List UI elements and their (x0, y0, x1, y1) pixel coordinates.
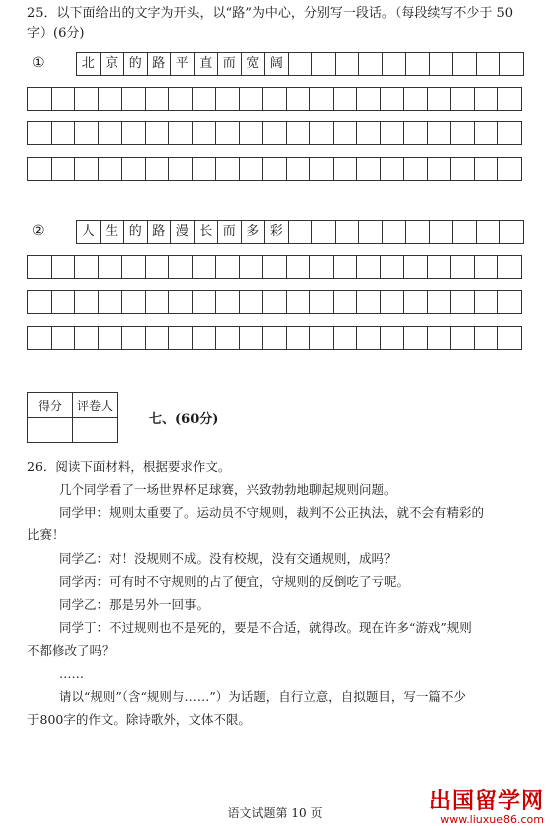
writing-cell (287, 121, 311, 145)
q25-line2: 字）(6分) (27, 26, 85, 41)
writing-cell (404, 87, 428, 111)
watermark-url: www.liuxue86.com (440, 813, 544, 826)
writing-cell (146, 326, 170, 350)
writing-cell (263, 290, 287, 314)
writing-cell (451, 326, 475, 350)
writing-cell (334, 290, 358, 314)
writing-cell (263, 157, 287, 181)
writing-cell (357, 121, 381, 145)
lead-char-cell: 而 (218, 220, 242, 244)
writing-cell (75, 121, 99, 145)
lead-char-cell: 路 (148, 220, 172, 244)
lead-char-cell: 人 (77, 220, 101, 244)
writing-cell (28, 290, 52, 314)
writing-cell (169, 290, 193, 314)
writing-cell (404, 326, 428, 350)
writing-cell (99, 326, 123, 350)
writing-cell (28, 87, 52, 111)
writing-cell (193, 121, 217, 145)
writing-cell (169, 255, 193, 279)
writing-cell (381, 326, 405, 350)
writing-cell (169, 157, 193, 181)
writing-grid-row (27, 326, 522, 350)
writing-cell (404, 255, 428, 279)
writing-cell (359, 52, 383, 76)
writing-cell (477, 220, 501, 244)
writing-cell (475, 157, 499, 181)
writing-cell (334, 87, 358, 111)
q25-line1: 25．以下面给出的文字为开头，以“路”为中心，分别写一段话。（每段续写不少于 50 (27, 6, 514, 21)
writing-cell (381, 121, 405, 145)
writing-cell (169, 87, 193, 111)
q26-p7a: 请以“规则”（含“规则与……”）为话题，自行立意，自拟题目，写一篇不少 (59, 689, 466, 704)
writing-cell (28, 326, 52, 350)
q26-p4: 同学丙：可有时不守规则的占了便宜，守规则的反倒吃了亏呢。 (59, 574, 410, 589)
writing-cell (312, 52, 336, 76)
part2-marker: ② (32, 223, 45, 239)
writing-cell (28, 121, 52, 145)
writing-cell (334, 326, 358, 350)
writing-cell (240, 157, 264, 181)
writing-cell (381, 157, 405, 181)
writing-cell (383, 52, 407, 76)
writing-cell (263, 255, 287, 279)
writing-cell (453, 220, 477, 244)
writing-cell (310, 290, 334, 314)
writing-cell (28, 157, 52, 181)
writing-cell (146, 157, 170, 181)
watermark-logo (429, 784, 544, 826)
writing-cell (216, 326, 240, 350)
writing-cell (430, 52, 454, 76)
writing-cell (357, 326, 381, 350)
writing-cell (52, 87, 76, 111)
writing-cell (216, 87, 240, 111)
writing-cell (193, 87, 217, 111)
writing-cell (381, 255, 405, 279)
writing-cell (475, 326, 499, 350)
writing-cell (475, 121, 499, 145)
writing-cell (498, 255, 522, 279)
writing-cell (52, 121, 76, 145)
page-footer: 语文试题第 10 页 (227, 806, 323, 820)
writing-cell (75, 157, 99, 181)
writing-cell (263, 87, 287, 111)
writing-cell (451, 157, 475, 181)
q26-title: 26．阅读下面材料，根据要求作文。 (27, 459, 231, 474)
lead-char-cell: 宽 (242, 52, 266, 76)
writing-cell (263, 121, 287, 145)
writing-cell (99, 255, 123, 279)
writing-cell (52, 290, 76, 314)
writing-cell (428, 87, 452, 111)
writing-cell (381, 290, 405, 314)
writing-cell (193, 157, 217, 181)
writing-cell (359, 220, 383, 244)
section7-title: 七、(60分) (149, 412, 219, 427)
writing-cell (428, 290, 452, 314)
lead-char-cell: 长 (195, 220, 219, 244)
writing-cell (169, 121, 193, 145)
writing-cell (451, 87, 475, 111)
grader-field (73, 418, 118, 443)
writing-cell (52, 157, 76, 181)
writing-cell (287, 290, 311, 314)
writing-cell (75, 290, 99, 314)
writing-cell (310, 121, 334, 145)
watermark-brand: 出国留学网 (428, 789, 544, 814)
writing-cell (500, 220, 524, 244)
writing-cell (475, 87, 499, 111)
writing-cell (287, 255, 311, 279)
writing-cell (451, 121, 475, 145)
q26-p2a: 同学甲：规则太重要了。运动员不守规则，裁判不公正执法，就不会有精彩的 (59, 505, 485, 520)
writing-cell (216, 121, 240, 145)
writing-cell (498, 157, 522, 181)
q26-p7b: 于800字的作文。除诗歌外，文体不限。 (27, 712, 251, 727)
writing-cell (28, 255, 52, 279)
lead-char-cell: 生 (101, 220, 125, 244)
writing-cell (289, 220, 313, 244)
writing-cell (99, 157, 123, 181)
writing-cell (498, 290, 522, 314)
lead-char-cell: 京 (101, 52, 125, 76)
writing-cell (357, 290, 381, 314)
writing-cell (122, 290, 146, 314)
writing-cell (428, 326, 452, 350)
writing-cell (406, 220, 430, 244)
writing-cell (428, 255, 452, 279)
part1-marker: ① (32, 55, 45, 71)
writing-cell (99, 290, 123, 314)
q26-p1: 几个同学看了一场世界杯足球赛，兴致勃勃地聊起规则问题。 (59, 482, 397, 497)
writing-cell (428, 121, 452, 145)
q26-p5: 同学乙：那是另外一回事。 (59, 597, 210, 612)
writing-cell (193, 255, 217, 279)
lead-char-cell: 平 (171, 52, 195, 76)
writing-cell (216, 290, 240, 314)
writing-cell (451, 290, 475, 314)
writing-cell (75, 87, 99, 111)
writing-cell (404, 121, 428, 145)
writing-cell (52, 326, 76, 350)
writing-cell (336, 220, 360, 244)
writing-cell (477, 52, 501, 76)
writing-cell (310, 255, 334, 279)
writing-grid-row (27, 157, 522, 181)
score-label: 得分 (28, 393, 73, 418)
writing-cell (381, 87, 405, 111)
writing-cell (310, 87, 334, 111)
writing-cell (146, 87, 170, 111)
writing-cell (475, 255, 499, 279)
score-table (27, 392, 118, 443)
writing-cell (240, 121, 264, 145)
q26-ellipsis: …… (59, 666, 84, 681)
writing-grid-row (27, 87, 522, 111)
writing-cell (498, 326, 522, 350)
lead-char-cell: 彩 (265, 220, 289, 244)
writing-cell (193, 290, 217, 314)
writing-cell (122, 121, 146, 145)
writing-cell (122, 255, 146, 279)
writing-cell (404, 157, 428, 181)
part1-lead-row (76, 52, 524, 76)
writing-cell (216, 157, 240, 181)
writing-cell (451, 255, 475, 279)
writing-cell (52, 255, 76, 279)
lead-char-cell: 而 (218, 52, 242, 76)
writing-cell (334, 157, 358, 181)
writing-cell (500, 52, 524, 76)
writing-cell (99, 121, 123, 145)
grader-label: 评卷人 (73, 393, 118, 418)
writing-cell (289, 52, 313, 76)
writing-cell (146, 290, 170, 314)
writing-cell (406, 52, 430, 76)
writing-cell (357, 157, 381, 181)
lead-char-cell: 北 (77, 52, 101, 76)
writing-cell (498, 87, 522, 111)
writing-cell (146, 121, 170, 145)
lead-char-cell: 漫 (171, 220, 195, 244)
writing-cell (310, 326, 334, 350)
writing-cell (122, 326, 146, 350)
writing-cell (146, 255, 170, 279)
writing-cell (122, 87, 146, 111)
writing-cell (336, 52, 360, 76)
writing-cell (263, 326, 287, 350)
writing-cell (240, 255, 264, 279)
writing-grid-row (27, 121, 522, 145)
writing-cell (75, 255, 99, 279)
writing-cell (404, 290, 428, 314)
writing-cell (99, 87, 123, 111)
writing-cell (312, 220, 336, 244)
writing-cell (122, 157, 146, 181)
lead-char-cell: 的 (124, 220, 148, 244)
q26-p3: 同学乙：对！没规则不成。没有校规，没有交通规则，成吗？ (59, 551, 397, 566)
lead-char-cell: 直 (195, 52, 219, 76)
lead-char-cell: 的 (124, 52, 148, 76)
writing-cell (428, 157, 452, 181)
writing-cell (453, 52, 477, 76)
lead-char-cell: 阔 (265, 52, 289, 76)
q26-p6b: 不都修改了吗？ (27, 643, 115, 658)
writing-cell (240, 326, 264, 350)
writing-cell (334, 121, 358, 145)
lead-char-cell: 路 (148, 52, 172, 76)
q26-p6a: 同学丁：不过规则也不是死的，要是不合适，就得改。现在许多“游戏”规则 (59, 620, 472, 635)
writing-cell (310, 157, 334, 181)
writing-cell (357, 255, 381, 279)
writing-cell (216, 255, 240, 279)
writing-cell (287, 326, 311, 350)
writing-cell (240, 87, 264, 111)
part2-lead-row (76, 220, 524, 244)
writing-cell (357, 87, 381, 111)
writing-cell (240, 290, 264, 314)
score-field (28, 418, 73, 443)
writing-cell (334, 255, 358, 279)
writing-cell (383, 220, 407, 244)
writing-cell (287, 87, 311, 111)
lead-char-cell: 多 (242, 220, 266, 244)
writing-cell (498, 121, 522, 145)
writing-cell (287, 157, 311, 181)
q26-p2b: 比赛！ (27, 527, 65, 542)
writing-cell (430, 220, 454, 244)
writing-cell (193, 326, 217, 350)
writing-cell (475, 290, 499, 314)
writing-cell (75, 326, 99, 350)
writing-grid-row (27, 255, 522, 279)
writing-grid-row (27, 290, 522, 314)
writing-cell (169, 326, 193, 350)
